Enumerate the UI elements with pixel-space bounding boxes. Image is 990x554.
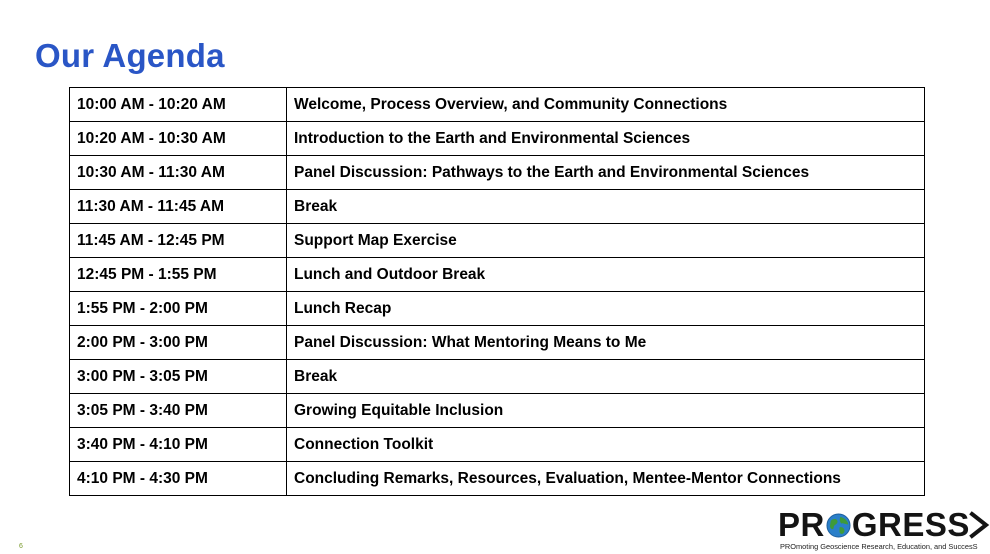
agenda-time-cell: 10:20 AM - 10:30 AM <box>70 122 287 156</box>
agenda-time-cell: 2:00 PM - 3:00 PM <box>70 326 287 360</box>
page-number: 6 <box>19 543 23 550</box>
agenda-time-cell: 4:10 PM - 4:30 PM <box>70 462 287 496</box>
agenda-time-cell: 10:30 AM - 11:30 AM <box>70 156 287 190</box>
agenda-row <box>70 156 925 190</box>
agenda-activity-cell: Support Map Exercise <box>287 224 925 258</box>
agenda-activity-cell: Introduction to the Earth and Environmental Sciences <box>287 122 925 156</box>
agenda-activity-cell: Lunch and Outdoor Break <box>287 258 925 292</box>
agenda-activity-cell: Break <box>287 360 925 394</box>
agenda-row <box>70 88 925 122</box>
agenda-time-cell: 12:45 PM - 1:55 PM <box>70 258 287 292</box>
agenda-activity-cell: Panel Discussion: Pathways to the Earth and Environmental Sciences <box>287 156 925 190</box>
agenda-row <box>70 224 925 258</box>
agenda-activity-cell: Panel Discussion: What Mentoring Means to Me <box>287 326 925 360</box>
globe-icon <box>826 513 851 538</box>
agenda-row <box>70 122 925 156</box>
agenda-time-cell: 3:00 PM - 3:05 PM <box>70 360 287 394</box>
agenda-table-body <box>70 88 925 496</box>
agenda-row <box>70 462 925 496</box>
logo-word-start: PR <box>778 506 825 543</box>
agenda-row <box>70 258 925 292</box>
agenda-time-cell: 3:05 PM - 3:40 PM <box>70 394 287 428</box>
agenda-row <box>70 428 925 462</box>
agenda-activity-cell: Connection Toolkit <box>287 428 925 462</box>
progress-logo <box>778 506 988 551</box>
agenda-table <box>69 87 925 496</box>
logo-wordmark <box>778 506 990 543</box>
agenda-time-cell: 3:40 PM - 4:10 PM <box>70 428 287 462</box>
agenda-activity-cell: Lunch Recap <box>287 292 925 326</box>
agenda-row <box>70 190 925 224</box>
agenda-activity-cell: Concluding Remarks, Resources, Evaluation, Mentee-Mentor Connections <box>287 462 925 496</box>
agenda-time-cell: 10:00 AM - 10:20 AM <box>70 88 287 122</box>
arrow-icon <box>968 510 990 540</box>
agenda-row <box>70 394 925 428</box>
agenda-activity-cell: Break <box>287 190 925 224</box>
agenda-row <box>70 292 925 326</box>
agenda-time-cell: 11:30 AM - 11:45 AM <box>70 190 287 224</box>
slide-title: Our Agenda <box>35 37 225 74</box>
agenda-time-cell: 1:55 PM - 2:00 PM <box>70 292 287 326</box>
agenda-activity-cell: Growing Equitable Inclusion <box>287 394 925 428</box>
agenda-row <box>70 360 925 394</box>
agenda-row <box>70 326 925 360</box>
logo-word-end: GRESS <box>851 506 970 543</box>
logo-tagline: PROmoting Geoscience Research, Education, and SuccesS <box>780 542 978 551</box>
agenda-time-cell: 11:45 AM - 12:45 PM <box>70 224 287 258</box>
agenda-activity-cell: Welcome, Process Overview, and Community Connections <box>287 88 925 122</box>
